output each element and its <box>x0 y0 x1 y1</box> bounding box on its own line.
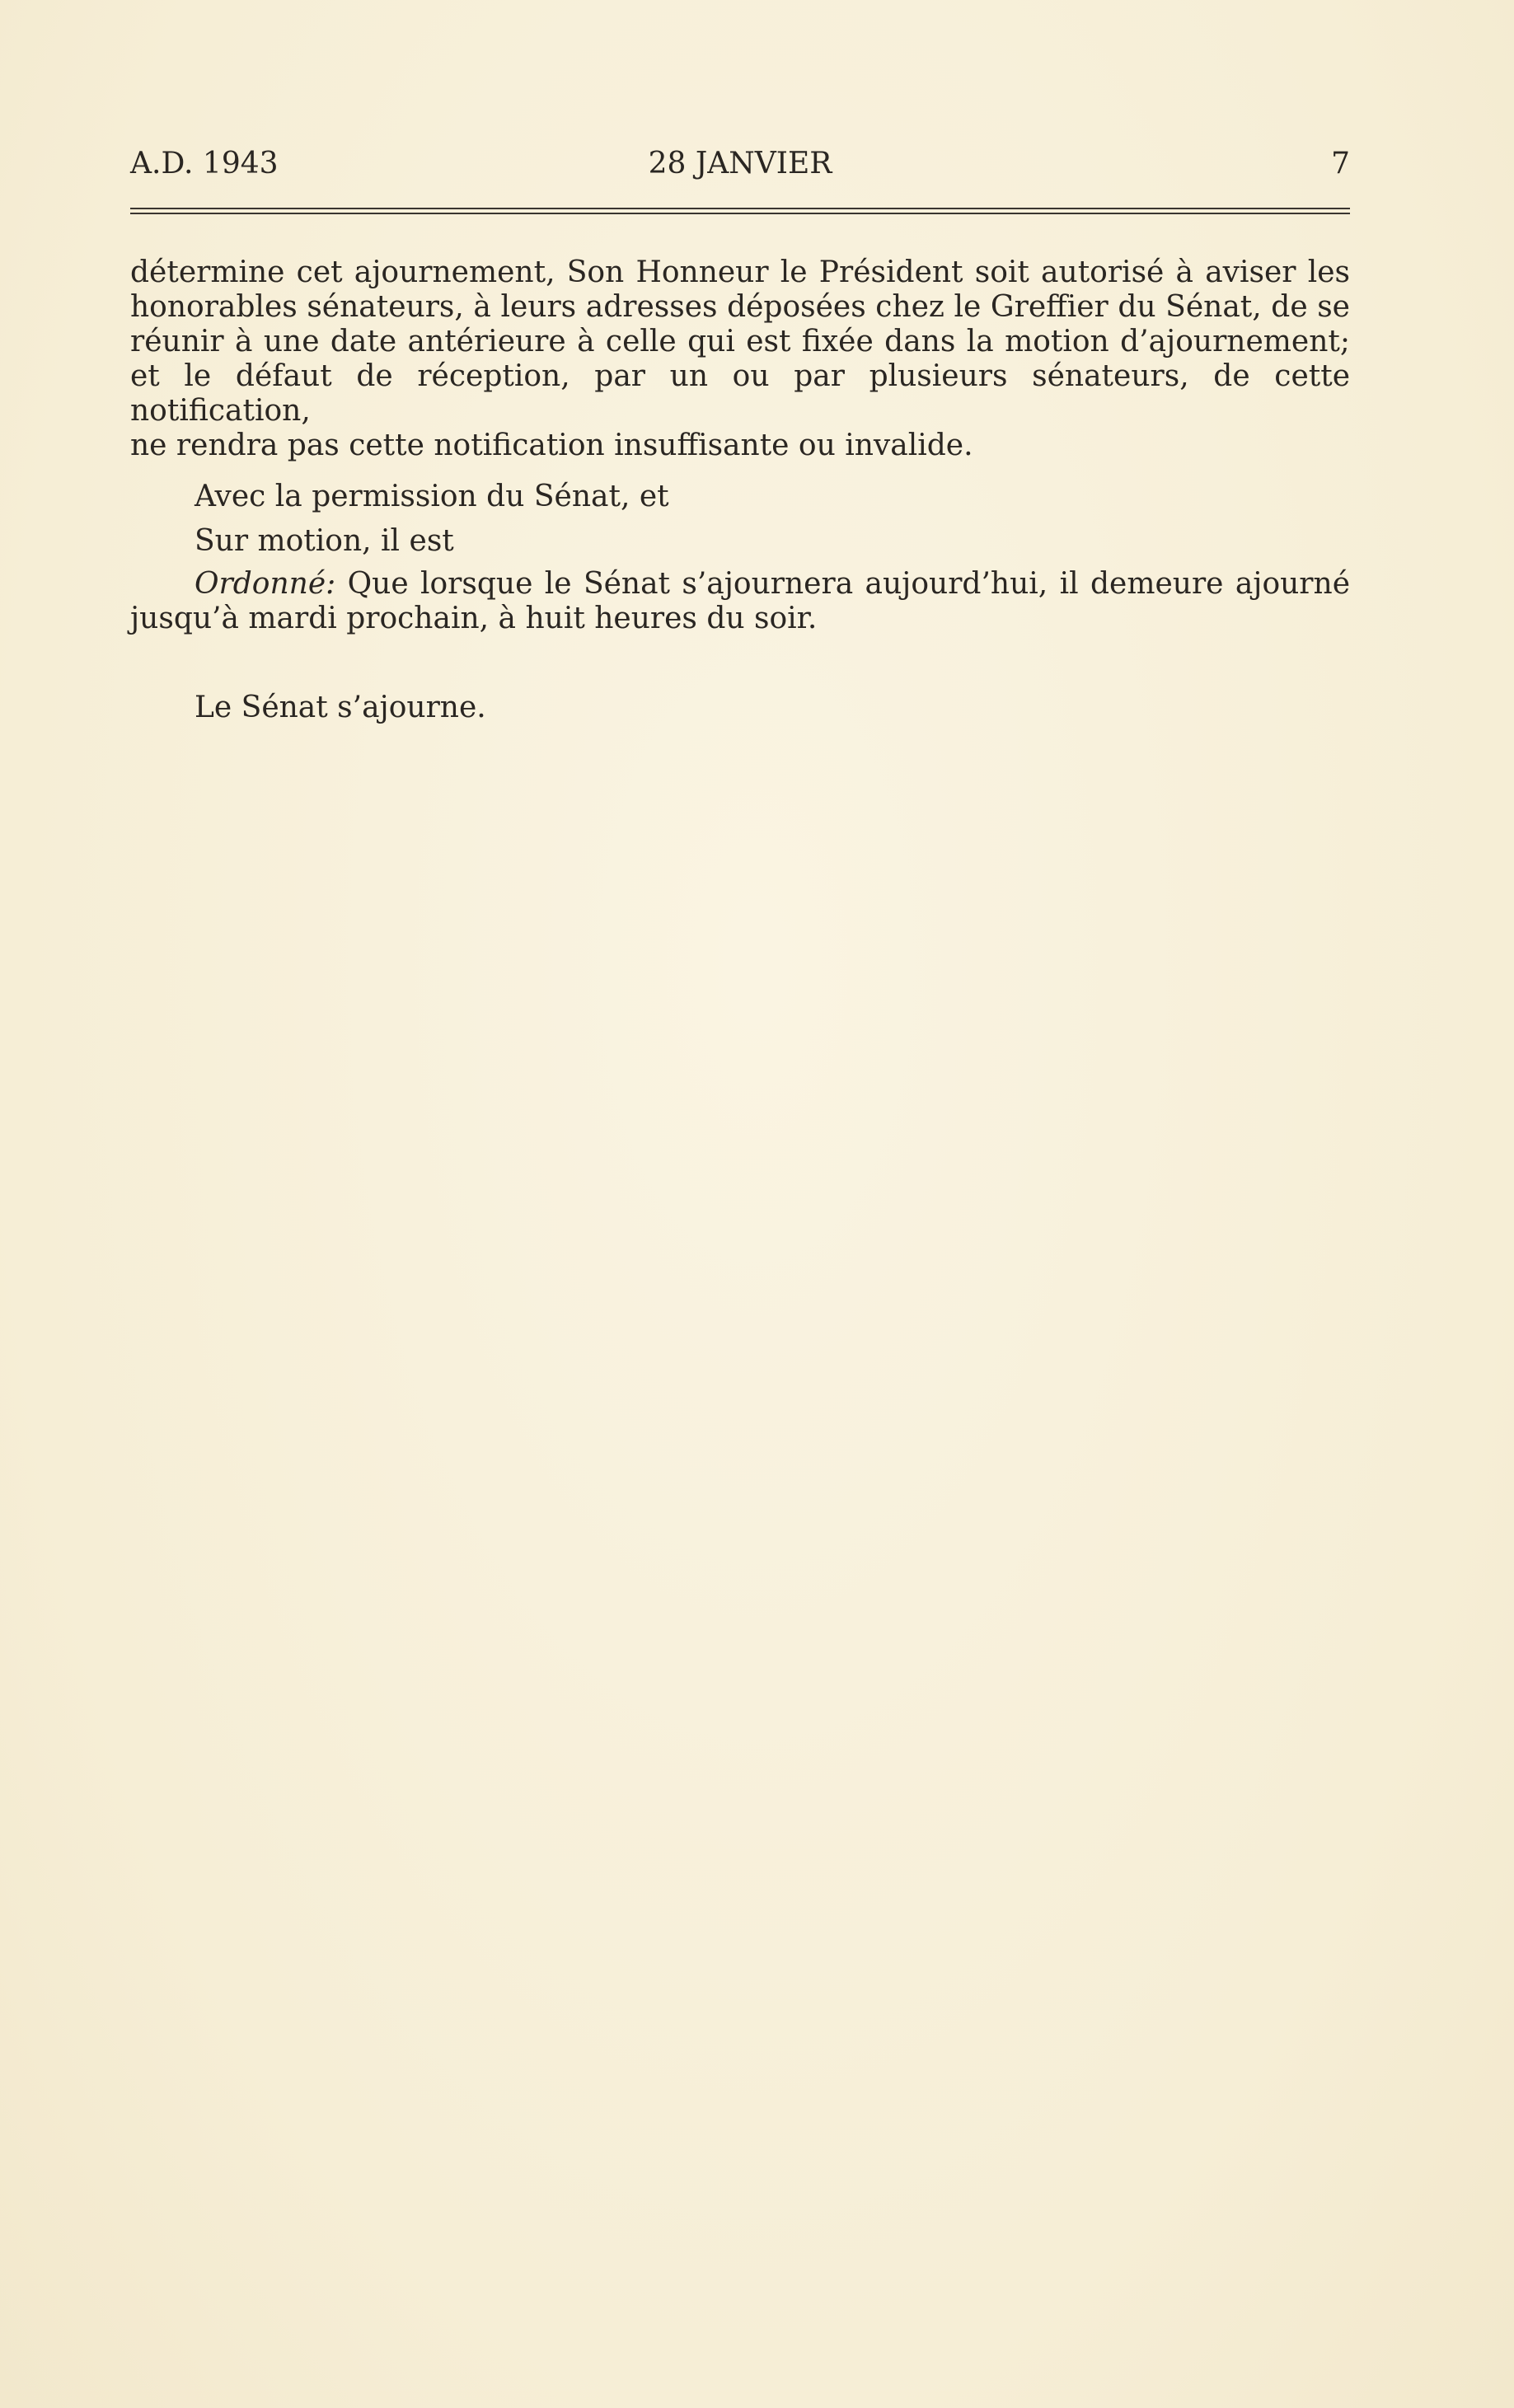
paragraph-line: réunir à une date antérieure à celle qui est fixée dans la motion d’ajournement; <box>130 325 1350 358</box>
paragraph-line: détermine cet ajournement, Son Honneur le Président soit autorisé à aviser les <box>130 255 1350 289</box>
header-year: A.D. 1943 <box>130 147 279 180</box>
paragraph-line: ne rendra pas cette notification insuffisante ou invalide. <box>130 429 973 462</box>
paragraph-line: honorables sénateurs, à leurs adresses déposées chez le Greffier du Sénat, de se <box>130 290 1350 324</box>
permission-line: Avec la permission du Sénat, et <box>195 480 669 513</box>
paragraph-adjournment-notice <box>130 255 1350 463</box>
order-line-2: jusqu’à mardi prochain, à huit heures du soir. <box>130 602 818 635</box>
motion-line: Sur motion, il est <box>195 524 454 558</box>
order-paragraph <box>130 567 1350 636</box>
paragraph-line: et le défaut de réception, par un ou par plusieurs sénateurs, de cette notification, <box>130 359 1350 428</box>
page-header <box>130 147 1350 190</box>
order-line-1 <box>130 567 1350 602</box>
header-rule <box>130 208 1350 214</box>
order-label: Ordonné: <box>195 567 336 601</box>
page-number: 7 <box>1331 147 1350 180</box>
closing-line: Le Sénat s’ajourne. <box>195 691 486 724</box>
header-date: 28 JANVIER <box>648 147 832 180</box>
order-text: Que lorsque le Sénat s’ajournera aujourd’hui, il demeure ajourné <box>347 567 1350 601</box>
